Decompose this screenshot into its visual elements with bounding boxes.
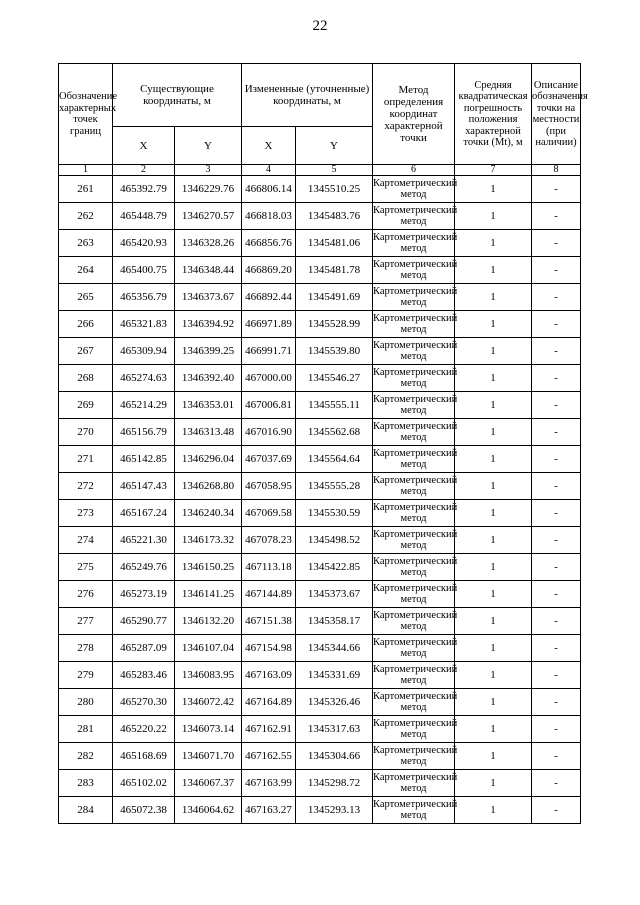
header-error: Средняя квадратическая погрешность положения характерной точки (Mt), м	[455, 64, 532, 165]
table-row	[59, 392, 581, 419]
error-cell: 1	[455, 770, 532, 797]
column-number: 6	[373, 165, 455, 176]
changed-x-cell: 467006.81	[242, 392, 296, 419]
existing-y-cell: 1346072.42	[175, 689, 242, 716]
method-cell: Картометрический метод	[373, 473, 455, 500]
changed-y-cell: 1345555.11	[296, 392, 373, 419]
changed-y-cell: 1345293.13	[296, 797, 373, 824]
error-cell: 1	[455, 689, 532, 716]
point-cell: 263	[59, 230, 113, 257]
table-row	[59, 419, 581, 446]
existing-x-cell: 465147.43	[113, 473, 175, 500]
point-cell: 268	[59, 365, 113, 392]
existing-x-cell: 465102.02	[113, 770, 175, 797]
changed-y-cell: 1345546.27	[296, 365, 373, 392]
error-cell: 1	[455, 419, 532, 446]
table-row	[59, 608, 581, 635]
changed-x-cell: 467037.69	[242, 446, 296, 473]
header-existing-y: Y	[175, 127, 242, 165]
changed-y-cell: 1345498.52	[296, 527, 373, 554]
description-cell: -	[532, 581, 581, 608]
table-row	[59, 230, 581, 257]
changed-y-cell: 1345483.76	[296, 203, 373, 230]
table-row	[59, 770, 581, 797]
changed-x-cell: 466892.44	[242, 284, 296, 311]
description-cell: -	[532, 284, 581, 311]
coordinates-table	[58, 63, 588, 824]
description-cell: -	[532, 608, 581, 635]
existing-y-cell: 1346313.48	[175, 419, 242, 446]
existing-x-cell: 465249.76	[113, 554, 175, 581]
changed-x-cell: 467069.58	[242, 500, 296, 527]
method-cell: Картометрический метод	[373, 392, 455, 419]
changed-x-cell: 467078.23	[242, 527, 296, 554]
changed-y-cell: 1345530.59	[296, 500, 373, 527]
method-cell: Картометрический метод	[373, 338, 455, 365]
error-cell: 1	[455, 473, 532, 500]
table-row	[59, 716, 581, 743]
changed-x-cell: 467154.98	[242, 635, 296, 662]
error-cell: 1	[455, 365, 532, 392]
point-cell: 278	[59, 635, 113, 662]
method-cell: Картометрический метод	[373, 581, 455, 608]
existing-x-cell: 465309.94	[113, 338, 175, 365]
table-row	[59, 338, 581, 365]
error-cell: 1	[455, 230, 532, 257]
table-row	[59, 500, 581, 527]
error-cell: 1	[455, 581, 532, 608]
point-cell: 275	[59, 554, 113, 581]
existing-x-cell: 465167.24	[113, 500, 175, 527]
existing-x-cell: 465221.30	[113, 527, 175, 554]
existing-y-cell: 1346073.14	[175, 716, 242, 743]
existing-y-cell: 1346373.67	[175, 284, 242, 311]
method-cell: Картометрический метод	[373, 797, 455, 824]
existing-x-cell: 465270.30	[113, 689, 175, 716]
existing-y-cell: 1346132.20	[175, 608, 242, 635]
changed-y-cell: 1345317.63	[296, 716, 373, 743]
error-cell: 1	[455, 203, 532, 230]
table-row	[59, 743, 581, 770]
changed-x-cell: 467162.91	[242, 716, 296, 743]
existing-y-cell: 1346064.62	[175, 797, 242, 824]
table-row	[59, 581, 581, 608]
point-cell: 279	[59, 662, 113, 689]
existing-y-cell: 1346328.26	[175, 230, 242, 257]
table-row	[59, 311, 581, 338]
existing-x-cell: 465420.93	[113, 230, 175, 257]
existing-x-cell: 465072.38	[113, 797, 175, 824]
column-number: 4	[242, 165, 296, 176]
table-body	[59, 176, 581, 824]
point-cell: 281	[59, 716, 113, 743]
changed-x-cell: 466806.14	[242, 176, 296, 203]
method-cell: Картометрический метод	[373, 635, 455, 662]
existing-y-cell: 1346296.04	[175, 446, 242, 473]
description-cell: -	[532, 365, 581, 392]
table-row	[59, 527, 581, 554]
changed-y-cell: 1345555.28	[296, 473, 373, 500]
error-cell: 1	[455, 635, 532, 662]
existing-x-cell: 465400.75	[113, 257, 175, 284]
point-cell: 274	[59, 527, 113, 554]
error-cell: 1	[455, 176, 532, 203]
table-row	[59, 176, 581, 203]
column-number: 2	[113, 165, 175, 176]
existing-y-cell: 1346173.32	[175, 527, 242, 554]
point-cell: 265	[59, 284, 113, 311]
changed-y-cell: 1345491.69	[296, 284, 373, 311]
description-cell: -	[532, 527, 581, 554]
existing-y-cell: 1346394.92	[175, 311, 242, 338]
existing-y-cell: 1346067.37	[175, 770, 242, 797]
existing-y-cell: 1346353.01	[175, 392, 242, 419]
existing-x-cell: 465168.69	[113, 743, 175, 770]
method-cell: Картометрический метод	[373, 365, 455, 392]
point-cell: 273	[59, 500, 113, 527]
column-number: 3	[175, 165, 242, 176]
existing-y-cell: 1346270.57	[175, 203, 242, 230]
method-cell: Картометрический метод	[373, 311, 455, 338]
column-number: 1	[59, 165, 113, 176]
description-cell: -	[532, 419, 581, 446]
existing-y-cell: 1346240.34	[175, 500, 242, 527]
existing-x-cell: 465356.79	[113, 284, 175, 311]
method-cell: Картометрический метод	[373, 284, 455, 311]
point-cell: 271	[59, 446, 113, 473]
header-changed-y: Y	[296, 127, 373, 165]
point-cell: 276	[59, 581, 113, 608]
existing-x-cell: 465214.29	[113, 392, 175, 419]
error-cell: 1	[455, 554, 532, 581]
description-cell: -	[532, 743, 581, 770]
point-cell: 261	[59, 176, 113, 203]
method-cell: Картометрический метод	[373, 662, 455, 689]
method-cell: Картометрический метод	[373, 257, 455, 284]
changed-x-cell: 466991.71	[242, 338, 296, 365]
header-changed-coords: Измененные (уточненные) координаты, м	[242, 64, 373, 127]
description-cell: -	[532, 338, 581, 365]
column-number-row	[59, 165, 581, 176]
changed-x-cell: 466971.89	[242, 311, 296, 338]
table-row	[59, 446, 581, 473]
existing-x-cell: 465220.22	[113, 716, 175, 743]
existing-y-cell: 1346107.04	[175, 635, 242, 662]
changed-y-cell: 1345373.67	[296, 581, 373, 608]
point-cell: 283	[59, 770, 113, 797]
method-cell: Картометрический метод	[373, 743, 455, 770]
method-cell: Картометрический метод	[373, 446, 455, 473]
table-row	[59, 797, 581, 824]
changed-y-cell: 1345481.06	[296, 230, 373, 257]
changed-x-cell: 467162.55	[242, 743, 296, 770]
changed-y-cell: 1345344.66	[296, 635, 373, 662]
point-cell: 262	[59, 203, 113, 230]
error-cell: 1	[455, 392, 532, 419]
existing-x-cell: 465273.19	[113, 581, 175, 608]
description-cell: -	[532, 635, 581, 662]
description-cell: -	[532, 716, 581, 743]
description-cell: -	[532, 662, 581, 689]
description-cell: -	[532, 500, 581, 527]
description-cell: -	[532, 203, 581, 230]
method-cell: Картометрический метод	[373, 527, 455, 554]
table-row	[59, 473, 581, 500]
description-cell: -	[532, 770, 581, 797]
changed-x-cell: 466856.76	[242, 230, 296, 257]
header-existing-x: X	[113, 127, 175, 165]
existing-x-cell: 465290.77	[113, 608, 175, 635]
existing-x-cell: 465392.79	[113, 176, 175, 203]
error-cell: 1	[455, 446, 532, 473]
column-number: 7	[455, 165, 532, 176]
existing-y-cell: 1346229.76	[175, 176, 242, 203]
existing-y-cell: 1346141.25	[175, 581, 242, 608]
method-cell: Картометрический метод	[373, 770, 455, 797]
error-cell: 1	[455, 797, 532, 824]
point-cell: 266	[59, 311, 113, 338]
table-row	[59, 554, 581, 581]
changed-x-cell: 467144.89	[242, 581, 296, 608]
changed-x-cell: 467113.18	[242, 554, 296, 581]
point-cell: 280	[59, 689, 113, 716]
error-cell: 1	[455, 338, 532, 365]
changed-y-cell: 1345564.64	[296, 446, 373, 473]
column-number: 5	[296, 165, 373, 176]
description-cell: -	[532, 554, 581, 581]
description-cell: -	[532, 446, 581, 473]
description-cell: -	[532, 689, 581, 716]
changed-x-cell: 466869.20	[242, 257, 296, 284]
changed-x-cell: 467163.99	[242, 770, 296, 797]
error-cell: 1	[455, 527, 532, 554]
changed-y-cell: 1345510.25	[296, 176, 373, 203]
method-cell: Картометрический метод	[373, 176, 455, 203]
header-method: Метод определения координат характерной точки	[373, 64, 455, 165]
existing-y-cell: 1346399.25	[175, 338, 242, 365]
page-number: 22	[312, 18, 328, 34]
column-number: 8	[532, 165, 581, 176]
error-cell: 1	[455, 716, 532, 743]
point-cell: 282	[59, 743, 113, 770]
changed-x-cell: 467058.95	[242, 473, 296, 500]
point-cell: 284	[59, 797, 113, 824]
point-cell: 270	[59, 419, 113, 446]
changed-y-cell: 1345422.85	[296, 554, 373, 581]
changed-y-cell: 1345331.69	[296, 662, 373, 689]
changed-y-cell: 1345539.80	[296, 338, 373, 365]
error-cell: 1	[455, 662, 532, 689]
description-cell: -	[532, 797, 581, 824]
error-cell: 1	[455, 500, 532, 527]
method-cell: Картометрический метод	[373, 716, 455, 743]
error-cell: 1	[455, 311, 532, 338]
description-cell: -	[532, 176, 581, 203]
method-cell: Картометрический метод	[373, 230, 455, 257]
method-cell: Картометрический метод	[373, 419, 455, 446]
method-cell: Картометрический метод	[373, 500, 455, 527]
existing-x-cell: 465321.83	[113, 311, 175, 338]
existing-x-cell: 465156.79	[113, 419, 175, 446]
changed-y-cell: 1345528.99	[296, 311, 373, 338]
existing-y-cell: 1346348.44	[175, 257, 242, 284]
existing-y-cell: 1346268.80	[175, 473, 242, 500]
method-cell: Картометрический метод	[373, 554, 455, 581]
point-cell: 277	[59, 608, 113, 635]
existing-y-cell: 1346071.70	[175, 743, 242, 770]
table-row	[59, 689, 581, 716]
changed-y-cell: 1345358.17	[296, 608, 373, 635]
existing-y-cell: 1346150.25	[175, 554, 242, 581]
table-row	[59, 284, 581, 311]
error-cell: 1	[455, 284, 532, 311]
table-row	[59, 662, 581, 689]
description-cell: -	[532, 311, 581, 338]
existing-y-cell: 1346083.95	[175, 662, 242, 689]
changed-y-cell: 1345298.72	[296, 770, 373, 797]
changed-y-cell: 1345304.66	[296, 743, 373, 770]
table-row	[59, 257, 581, 284]
changed-x-cell: 467163.09	[242, 662, 296, 689]
existing-x-cell: 465283.46	[113, 662, 175, 689]
point-cell: 272	[59, 473, 113, 500]
description-cell: -	[532, 392, 581, 419]
header-description: Описание обозначения точки на местности (при наличии)	[532, 64, 581, 165]
existing-x-cell: 465448.79	[113, 203, 175, 230]
changed-y-cell: 1345326.46	[296, 689, 373, 716]
point-cell: 267	[59, 338, 113, 365]
changed-x-cell: 467151.38	[242, 608, 296, 635]
point-cell: 269	[59, 392, 113, 419]
description-cell: -	[532, 257, 581, 284]
existing-x-cell: 465142.85	[113, 446, 175, 473]
changed-x-cell: 467000.00	[242, 365, 296, 392]
error-cell: 1	[455, 608, 532, 635]
changed-x-cell: 467164.89	[242, 689, 296, 716]
header-changed-x: X	[242, 127, 296, 165]
existing-x-cell: 465287.09	[113, 635, 175, 662]
changed-x-cell: 467016.90	[242, 419, 296, 446]
table-row	[59, 635, 581, 662]
point-cell: 264	[59, 257, 113, 284]
changed-y-cell: 1345481.78	[296, 257, 373, 284]
existing-y-cell: 1346392.40	[175, 365, 242, 392]
changed-x-cell: 466818.03	[242, 203, 296, 230]
error-cell: 1	[455, 257, 532, 284]
table-row	[59, 203, 581, 230]
existing-x-cell: 465274.63	[113, 365, 175, 392]
method-cell: Картометрический метод	[373, 203, 455, 230]
method-cell: Картометрический метод	[373, 608, 455, 635]
table-row	[59, 365, 581, 392]
changed-y-cell: 1345562.68	[296, 419, 373, 446]
changed-x-cell: 467163.27	[242, 797, 296, 824]
header-existing-coords: Существующие координаты, м	[113, 64, 242, 127]
header-point-label: Обозначение характерных точек границ	[59, 64, 113, 165]
description-cell: -	[532, 473, 581, 500]
description-cell: -	[532, 230, 581, 257]
method-cell: Картометрический метод	[373, 689, 455, 716]
error-cell: 1	[455, 743, 532, 770]
